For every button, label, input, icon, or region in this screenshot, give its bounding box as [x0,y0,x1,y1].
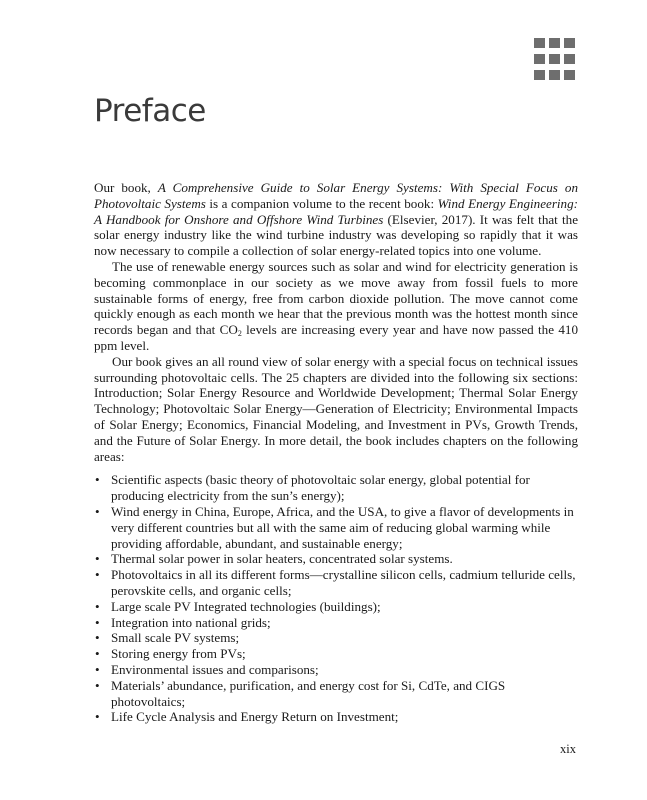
list-item: • Photovoltaics in all its different forms—crystalline silicon cells, cadmium telluride cells, perovskite cells, and organic cells; [94,567,578,599]
topics-list [94,472,578,725]
list-item: • Thermal solar power in solar heaters, concentrated solar systems. [94,551,578,567]
page-number: xix [560,742,576,756]
list-item: • Wind energy in China, Europe, Africa, and the USA, to give a flavor of developments in very different countries but all with the same aim of reducing global warming while providing affordable, abundant, and sustainable energy; [94,504,578,551]
book-title-solar: A Comprehensive Guide to Solar Energy Systems: With Special Focus on Photovoltaic Systems [94,180,578,211]
paragraph-2-text-b: levels are increasing every year and have now passed the 410 ppm level. [94,322,578,353]
grid-squares-icon [534,38,578,80]
list-item: • Integration into national grids; [94,615,578,631]
preface-body [94,180,578,725]
list-item: • Large scale PV Integrated technologies (buildings); [94,599,578,615]
paragraph-1 [94,180,578,259]
list-item: • Scientific aspects (basic theory of photovoltaic solar energy, global potential for producing electricity from the sun’s energy); [94,472,578,504]
list-item: • Life Cycle Analysis and Energy Return on Investment; [94,709,578,725]
page-title: Preface [94,93,206,129]
book-title-wind: Wind Energy Engineering: A Handbook for Onshore and Offshore Wind Turbines [94,195,579,227]
list-item: • Environmental issues and comparisons; [94,662,578,678]
paragraph-2-text-a: The use of renewable energy sources such as solar and wind for electricity generation is becoming commonplace in our society as we move away from fossil fuels to more sustainable forms of energy, free from carbon dioxide pollution. The move cannot come quickly enough as each month we hear that the previous month was the hottest month since records began and that CO [94,258,578,338]
paragraph-1-text-b: is a companion volume to the recent book: [205,195,438,211]
list-item: • Storing energy from PVs; [94,646,578,662]
list-item: • Materials’ abundance, purification, and energy cost for Si, CdTe, and CIGS photovoltaics; [94,678,578,710]
paragraph-1-text-a: Our book, [94,180,158,195]
paragraph-2 [94,259,578,354]
paragraph-3: Our book gives an all round view of solar energy with a special focus on technical issues surrounding photovoltaic cells. The 25 chapters are divided into the following six sections: Introduction; Solar Energy Resource and Worldwide Development; Thermal Solar Energy Technology; Photovoltaic Solar Energy—Generation of Electricity; Environmental Impacts of Solar Energy; Economics, Financial Modeling, and Investment in PVs, Growth Trends, and the Future of Solar Energy. In more detail, the book includes chapters on the following areas: [94,353,578,464]
co2-subscript: 2 [237,329,242,339]
list-item: • Small scale PV systems; [94,630,578,646]
paragraph-1-text-c: (Elsevier, 2017). It was felt that the solar energy industry like the wind turbine industry was developing so rapidly that it was now necessary to compile a collection of solar energy-related topics into one volume. [94,211,579,259]
